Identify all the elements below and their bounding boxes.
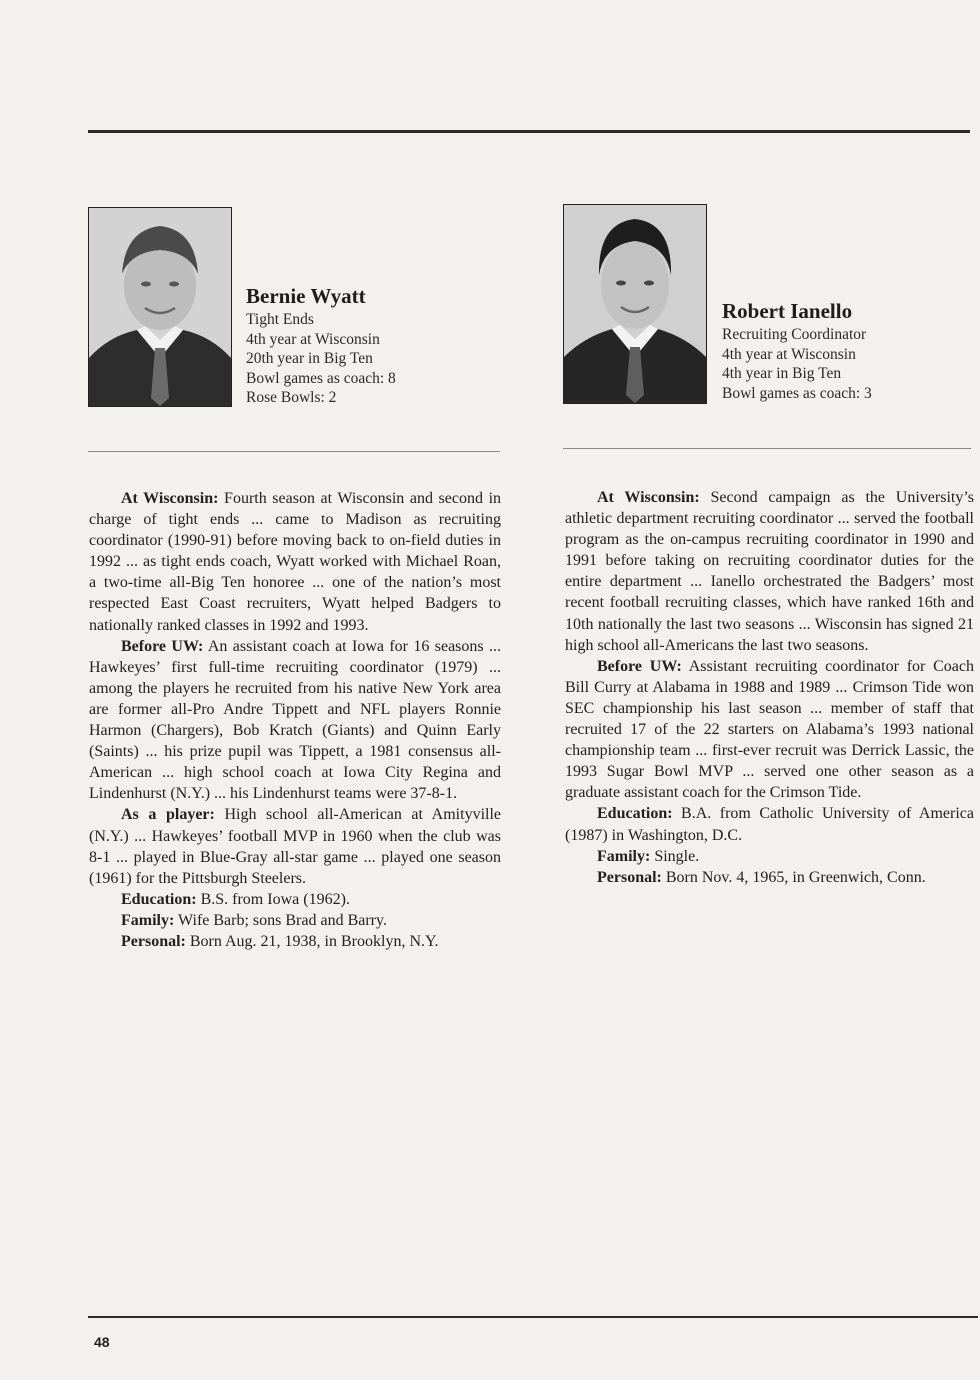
coach-bio-ianello <box>565 487 974 888</box>
bio-paragraph <box>565 487 974 656</box>
coach-detail: 20th year in Big Ten <box>246 350 373 367</box>
coach-info-wyatt <box>246 283 396 408</box>
bio-label: Personal: <box>597 868 662 886</box>
bio-label: Before UW: <box>121 637 204 655</box>
bio-paragraph <box>89 931 501 952</box>
coach-detail: Bowl games as coach: 8 <box>246 369 396 387</box>
bio-paragraph <box>89 910 501 931</box>
bio-paragraph <box>89 889 501 910</box>
coach-detail: 4th year at Wisconsin <box>722 345 856 363</box>
bio-label: As a player: <box>121 806 215 824</box>
page-number: 48 <box>94 1334 110 1350</box>
bio-label: Family: <box>121 911 175 929</box>
bio-label: Family: <box>597 847 651 865</box>
bio-paragraph <box>565 846 974 867</box>
bio-text: Fourth season at Wisconsin and second in charge of tight ends ... came to Madison as recruiting coordinator (1990-91) before moving back to on-field duties in 1992 ... as tight ends coach, Wyatt worked with Michael Roan, a two-time all-Big Ten honoree ... one of the nation’s most respected East Coast recruiters, Wyatt helped Badgers to nationally ranked classes in 1992 and 1993. <box>89 490 502 634</box>
coach-detail: Bowl games as coach: 3 <box>722 384 872 402</box>
bio-text: Assistant recruiting coordinator for Coach Bill Curry at Alabama in 1988 and 1989 ... Crimson Tide won SEC championship his last season ... member of staff that recruited 17 of the 22 starters on Alabama’s 1993 national championship team ... first-ever recruit was Derrick Lassic, the 1993 Sugar Bowl MVP ... served one other season as a graduate assistant coach for the Crimson Tide. <box>565 657 975 802</box>
bio-text: B.S. from Iowa (1962). <box>196 890 350 908</box>
bio-paragraph <box>89 636 501 805</box>
section-divider <box>88 451 500 452</box>
bio-label: Education: <box>597 805 673 823</box>
coach-position: Recruiting Coordinator <box>722 326 867 343</box>
coach-detail: 4th year in Big Ten <box>722 365 842 382</box>
bio-paragraph <box>89 804 501 888</box>
section-divider <box>563 448 971 449</box>
coach-photo-wyatt <box>88 207 232 407</box>
bio-paragraph <box>89 488 501 636</box>
bio-text: High school all-American at Amityville (N.Y.) ... Hawkeyes’ football MVP in 1960 when the club was 8-1 ... played in Blue-Gray all-star game ... played one season (1961) for the Pittsburgh Steelers. <box>89 806 502 887</box>
bio-paragraph <box>565 867 974 888</box>
bio-text: Second campaign as the University’s athletic department recruiting coordinator ... served the football program as the on-campus recruiting coordinator in 1990 and 1991 before taking on recruiting coordinator duties for the entire department ... Ianello orchestrated the Badgers’ most recent football recruiting classes, which have ranked 16th and 10th nationally the last two seasons ... Wisconsin has signed 21 high school all-Americans the last two seasons. <box>565 489 975 654</box>
bio-label: Personal: <box>121 932 186 950</box>
coach-detail: 4th year at Wisconsin <box>246 330 380 348</box>
bio-text: Single. <box>650 847 700 865</box>
bottom-rule <box>88 1316 978 1318</box>
bio-text: An assistant coach at Iowa for 16 seasons ... Hawkeyes’ first full-time recruiting coordinator (1979) ... among the players he recruited from his native New York area are former all-Pro Andre Tippett and NFL players Ronnie Harmon (Chargers), Bob Kratch (Giants) and Quinn Early (Saints) ... his prize pupil was Tippett, a 1981 consensus all-American ... high school coach at Iowa City Regina and Lindenhurst (N.Y.) ... his Lindenhurst teams were 37-8-1. <box>89 637 502 803</box>
coach-detail: Rose Bowls: 2 <box>246 389 337 406</box>
coach-name: Robert Ianello <box>722 299 853 323</box>
coach-name: Bernie Wyatt <box>246 284 366 308</box>
bio-text: Wife Barb; sons Brad and Barry. <box>174 911 387 929</box>
top-rule <box>88 130 970 133</box>
bio-label: Before UW: <box>597 657 682 675</box>
coach-photo-ianello <box>563 204 707 404</box>
bio-text: Born Aug. 21, 1938, in Brooklyn, N.Y. <box>185 932 439 950</box>
bio-label: Education: <box>121 890 197 908</box>
coach-position: Tight Ends <box>246 311 314 328</box>
coach-info-ianello <box>722 298 872 403</box>
bio-text: Born Nov. 4, 1965, in Greenwich, Conn. <box>661 868 926 886</box>
bio-paragraph <box>565 803 974 845</box>
bio-text: B.A. from Catholic University of America (1987) in Washington, D.C. <box>565 805 974 844</box>
bio-label: At Wisconsin: <box>597 489 700 506</box>
bio-label: At Wisconsin: <box>121 490 219 507</box>
bio-paragraph <box>565 656 974 804</box>
coach-bio-wyatt <box>89 488 501 952</box>
